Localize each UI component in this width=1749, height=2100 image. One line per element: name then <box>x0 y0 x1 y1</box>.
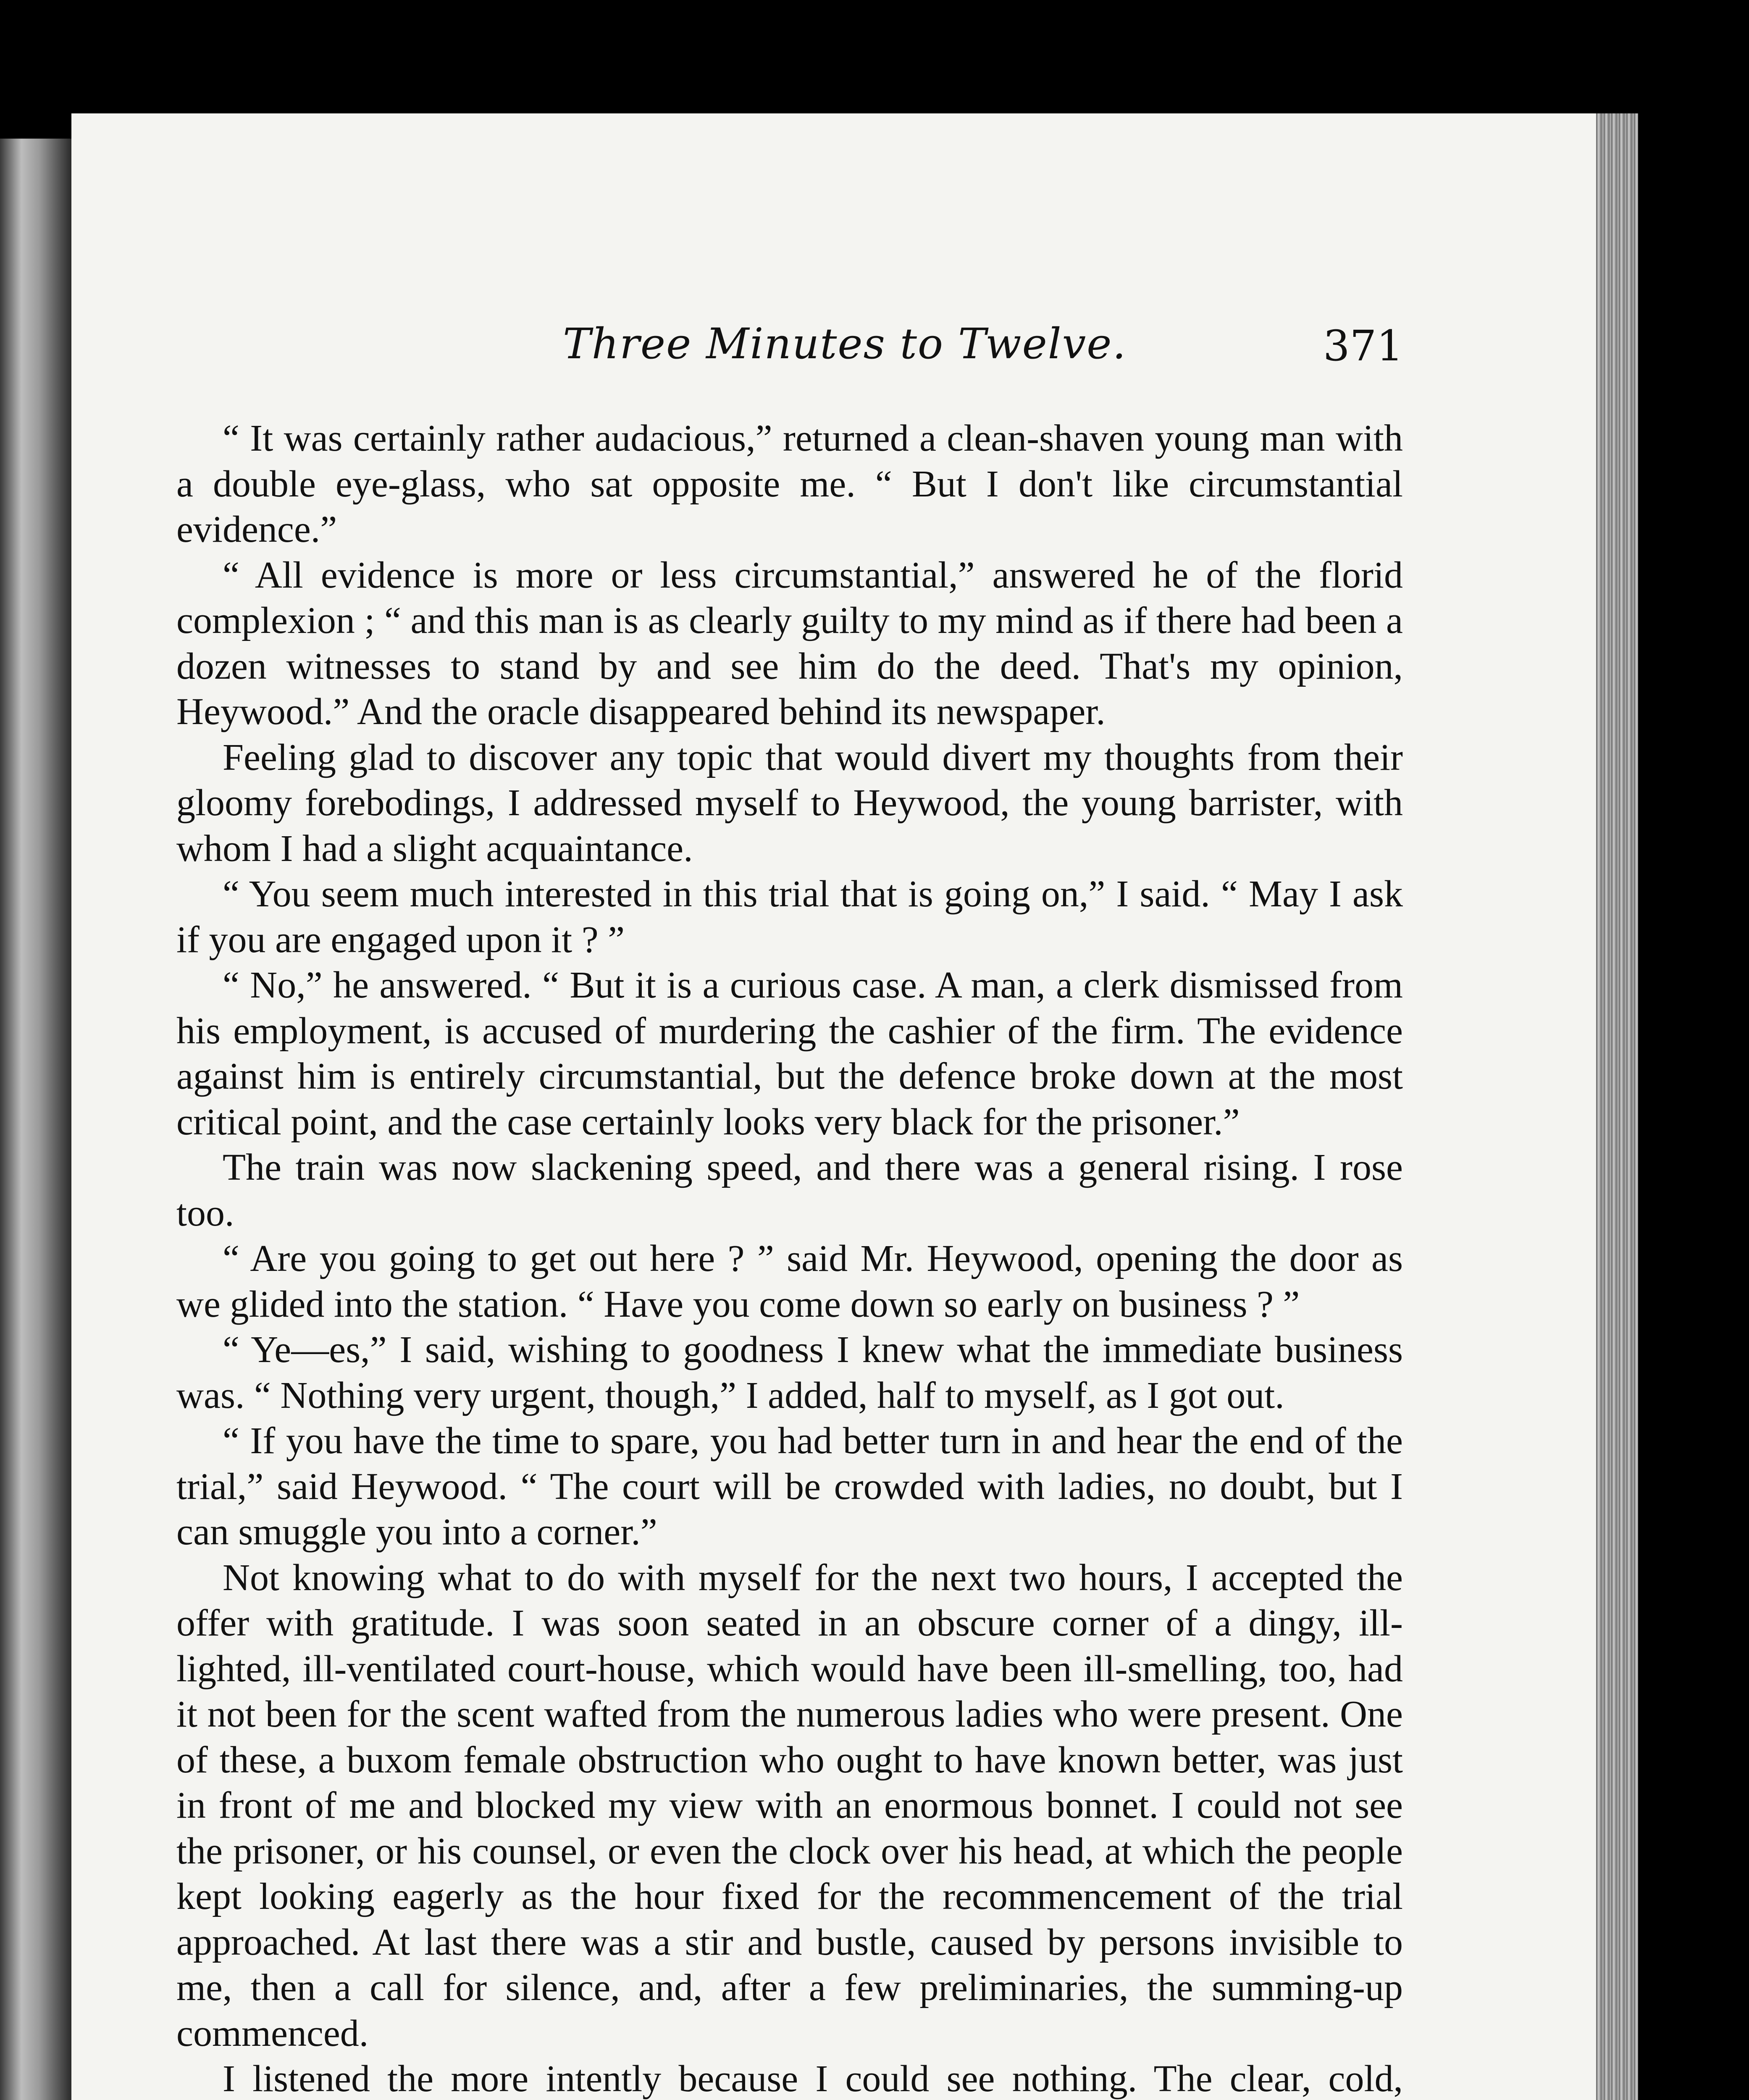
paragraph: “ No,” he answered. “ But it is a curious case. A man, a clerk dismissed from his employment, is accused of murdering the cashier of the firm. The evidence against him is entirely circumstantial, but the defence broke down at the most critical point, and the case certainly looks very black for the prisoner.” <box>176 964 1403 1143</box>
paragraph: “ You seem much interested in this trial that is going on,” I said. “ May I ask if you are engaged upon it ? ” <box>176 873 1403 961</box>
paragraph: The train was now slackening speed, and there was a general rising. I rose too. <box>176 1147 1403 1234</box>
previous-page-edge <box>0 139 71 2100</box>
paragraph: “ Ye—es,” I said, wishing to goodness I knew what the immediate business was. “ Nothing very urgent, though,” I added, half to myself, as I got out. <box>176 1329 1403 1416</box>
running-title: Three Minutes to Twelve. <box>563 319 1127 368</box>
body-text <box>176 416 1403 2100</box>
page-header <box>189 319 1407 378</box>
page-stack-edges <box>1596 113 1638 2100</box>
paragraph: “ It was certainly rather audacious,” returned a clean-shaven young man with a double eye-glass, who sat opposite me. “ But I don't like circumstantial evidence.” <box>176 417 1403 550</box>
page-number: 371 <box>1323 321 1403 370</box>
paragraph: I listened the more intently because I could see nothing. The clear, cold, <box>223 2058 1403 2100</box>
paragraph: “ All evidence is more or less circumstantial,” answered he of the florid complexion ; “ and this man is as clearly guilty to my mind as if there had been a dozen witnesses to stand by and see him do the deed. That's my opinion, Heywood.” And the oracle disappeared behind its newspaper. <box>176 554 1403 732</box>
paragraph: “ Are you going to get out here ? ” said Mr. Heywood, opening the door as we glided into the station. “ Have you come down so early on business ? ” <box>176 1238 1403 1325</box>
paragraph: Not knowing what to do with myself for the next two hours, I accepted the offer with gratitude. I was soon seated in an obscure corner of a dingy, ill-lighted, ill-ventilated court-house, which would have been ill-smelling, too, had it not been for the scent wafted from the numerous ladies who were present. One of these, a buxom female obstruction who ought to have known better, was just in front of me and blocked my view with an enormous bonnet. I could not see the prisoner, or his counsel, or even the clock over his head, at which the people kept looking eagerly as the hour fixed for the recommencement of the trial approached. At last there was a stir and bustle, caused by persons invisible to me, then a call for silence, and, after a few preliminaries, the summing-up commenced. <box>176 1557 1403 2054</box>
paragraph: “ If you have the time to spare, you had better turn in and hear the end of the trial,” said Heywood. “ The court will be crowded with ladies, no doubt, but I can smuggle you into a corner.” <box>176 1420 1403 1553</box>
paragraph: Feeling glad to discover any topic that would divert my thoughts from their gloomy forebodings, I addressed myself to Heywood, the young barrister, with whom I had a slight acquaintance. <box>176 736 1403 869</box>
